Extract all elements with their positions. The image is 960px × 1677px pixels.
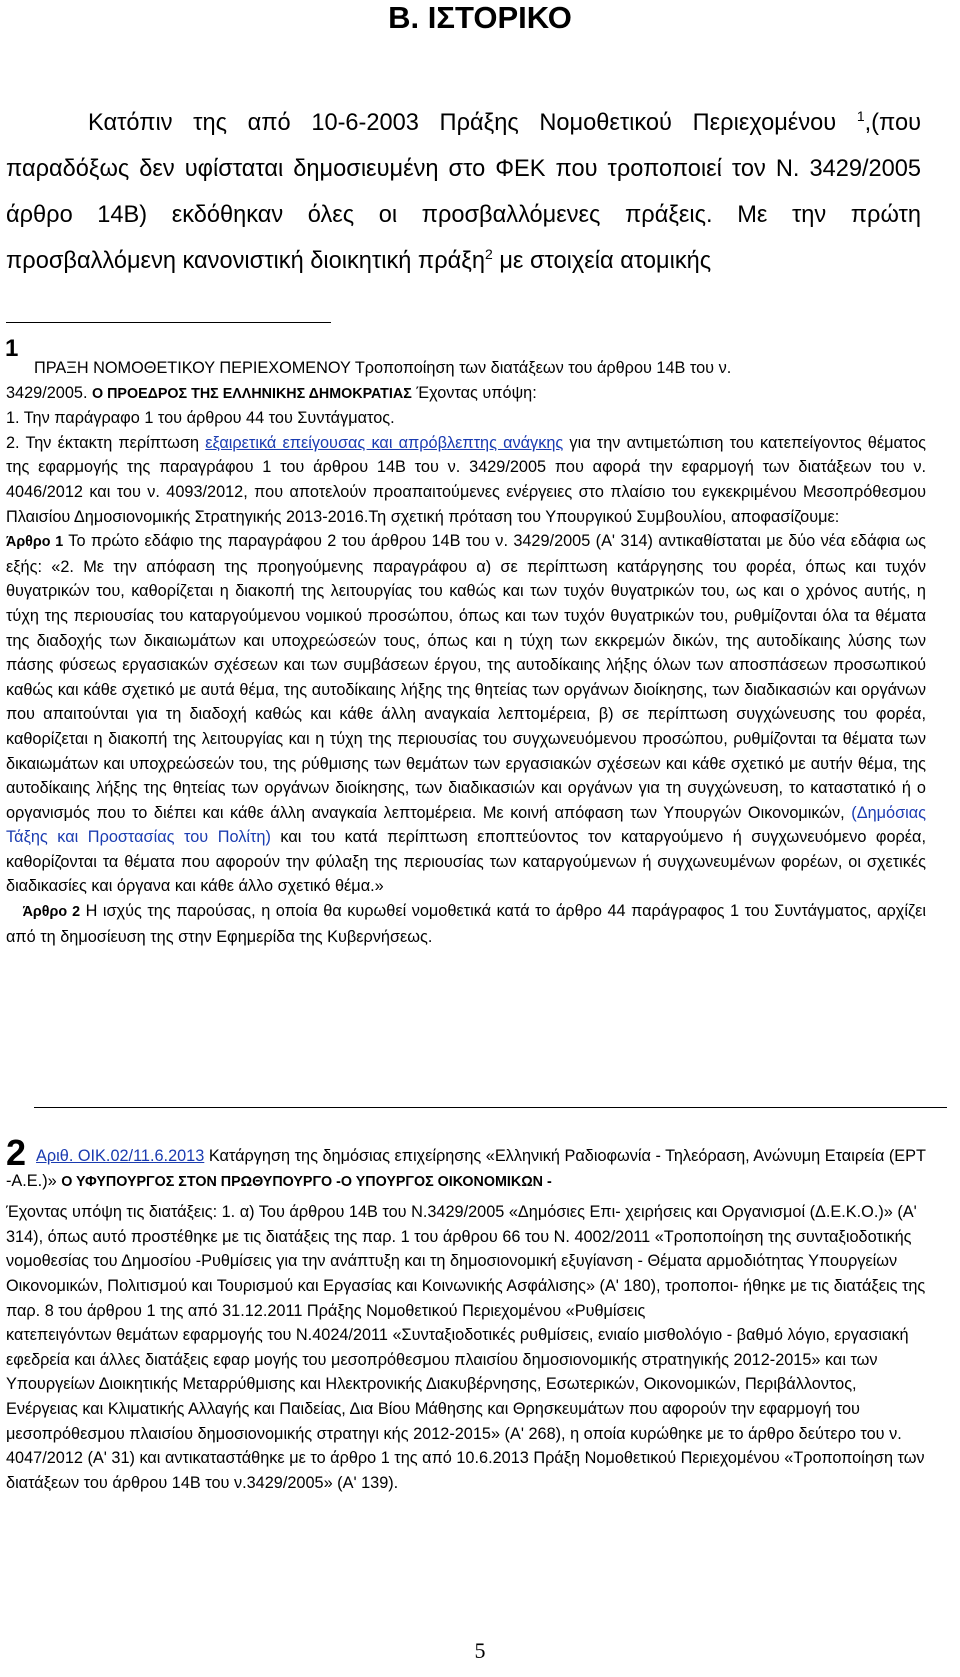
footnote-1 bbox=[6, 356, 926, 949]
decision-reference-link[interactable]: Αριθ. ΟΙΚ.02/11.6.2013 bbox=[36, 1147, 205, 1165]
main-text-3: με στοιχεία ατομικής bbox=[492, 248, 712, 274]
footnote-2 bbox=[6, 1132, 926, 1495]
footnote-2-text-2: Έχοντας υπόψη τις διατάξεις: 1. α) Του άρθρου 14Β του Ν.3429/2005 «Δημόσιες Επι- χειρήσεις και Οργανισμοί (Δ.Ε.Κ.Ο.)» (Α' 314), όπως αυτό προστέθηκε με τις διατάξεις της παρ. 1 του άρθρου 66 του Ν. 4002/2011 «Τροποποίηση της συνταξιοδοτικής νομοθεσίας του Δημοσίου -Ρυθμίσεις για την ανάπτυξη και τη δημοσιονομική εξυγίανση - Θέματα αρμοδιότητας Υπουργείων Οικονομικών, Πολιτισμού και Τουρισμού και Εργασίας και Κοινωνικής Ασφάλισης» (Α' 180), τροποποι- ήθηκε με τις διατάξεις της παρ. 8 του άρθρου 1 της από 31.12.2011 Πράξης Νομοθετικού Περιεχομένου «Ρυθμίσεις bbox=[6, 1203, 926, 1320]
article-1-tail: και του κατά περίπτωση εποπτεύοντος τον καταργούμενο ή συγχωνευόμενο φορέα, καθορίζονται τα θέματα που αφορούν την φύλαξη της περιουσίας των καταργούμενων ή συγχωνευμένων φορέων, οι σχετικές διαδικασίες και όργανα και κάθε άλλο σχετικό θέμα.» bbox=[6, 828, 926, 896]
article-1-label: Άρθρο 1 bbox=[6, 534, 64, 551]
article-2-text: Η ισχύς της παρούσας, η οποία θα κυρωθεί νομοθετικά κατά το άρθρο 44 παράγραφος 1 του Συντάγματος, αρχίζει από τη δημοσίευση της στην Εφημερίδα της Κυβερνήσεως. bbox=[6, 902, 926, 946]
section-title: B. ΙΣΤΟΡΙΚΟ bbox=[388, 0, 572, 35]
main-text-1: Κατόπιν της από 10-6-2003 Πράξης Νομοθετικού Περιεχομένου bbox=[88, 110, 857, 136]
footnote-2-first bbox=[6, 1132, 926, 1194]
footnote-separator bbox=[6, 322, 331, 323]
article-1-text: Το πρώτο εδάφιο της παραγράφου 2 του άρθρου 14Β του ν. 3429/2005 (Α' 314) αντικαθίσταται με δύο νέα εδάφια ως εξής: «2. Με την απόφαση της προηγούμενης παραγράφου α) σε περίπτωση κατάργησης του φορέα, όπως και τυχόν θυγατρικών του, καθορίζεται η διακοπή της λειτουργίας του καθώς και των τυχόν θυγατρικών του, ως και ο χρόνος αυτής, η τύχη της περιουσίας του καταργούμενου νομικού προσώπου, όπως και των τυχόν θυγατρικών του, ρυθμίζονται όλα τα θέματα της διαδοχής των δικαιωμάτων και υποχρεώσεών τους, όπως και η τύχη των εκκρεμών δικών, της αυτοδίκαιης λύσης των πάσης φύσεως εργασιακών σχέσεων και των συμβάσεων έργου, της αυτοδίκαιης λήξης όλων των αποσπάσεων προσωπικού καθώς και κάθε σχετικό με αυτά θέμα, της αυτοδίκαιης λήξης της θητείας των οργάνων διοίκησης, των διαδικασιών και οργάνων που απαιτούνται για τη διαδοχή καθώς και κάθε άλλη αναγκαία λεπτομέρεια, β) σε περίπτωση συγχώνευσης του φορέα, καθορίζεται η διακοπή της λειτουργίας και η τύχη της περιουσίας του συγχωνευόμενου προσώπου, ρυθμίζονται τα θέματα των δικαιωμάτων και υποχρεώσεών του, της ρύθμισης των θεμάτων των εργασιακών σχέσεων και κάθε σχετικό με αυτήν θέμα, της αυτοδίκαιης λήξης της θητείας των οργάνων διοίκησης, των διαδικασιών και οργάνων για τη συγχώνευση, το καταστατικό ή ο οργανισμός που το διέπει και κάθε άλλη αναγκαία λεπτομέρεια. Με κοινή απόφαση των Υπουργών Οικονομικών, bbox=[6, 532, 926, 822]
main-paragraph bbox=[6, 100, 921, 284]
urgent-need-link[interactable]: εξαιρετικά επείγουσας και απρόβλεπτης ανάγκης bbox=[205, 433, 564, 452]
footnote-ref-2[interactable]: 2 bbox=[484, 246, 493, 263]
item2-rest: για την αντιμετώπιση του κατεπείγοντος θέματος της εφαρμογής της παραγράφου 1 του άρθρου 14Β του ν. 3429/2005 που αφορά την εφαρμογή των διατάξεων του ν. 4046/2012 και του ν. 4093/2012, που αποτελούν προαπαιτούμενες ενέργειες στο πλαίσιο του εγκεκριμένου Μεσοπρόθεσμου Πλαισίου Δημοσιονομικής Στρατηγικής 2013-2016.Τη σχετική πρόταση του Υπουργικού Συμβουλίου, αποφασίζουμε: bbox=[6, 433, 927, 526]
footnote-2-text-3: κατεπειγόντων θεμάτων εφαρμογής του Ν.4024/2011 «Συνταξιοδοτικές ρυθμίσεις, ενιαίο μισθολόγιο - βαθμό λόγιο, εργασιακή εφεδρεία και άλλες διατάξεις εφαρ μογής του μεσοπρόθεσμου πλαισίου δημοσιονομικής στρατηγικής 2012-2015» και των Υπουργείων Διοικητικής Μεταρρύθμισης και Ηλεκτρονικής Διακυβέρνησης, Εσωτερικών, Οικονομικών, Περιβάλλοντος, Ενέργειας και Κλιματικής Αλλαγής και Παιδείας, Δια Βίου Μάθησης και Θρησκευμάτων που αφορούν την εφαρμογή του μεσοπρόθεσμου πλαισίου δημοσιονομικής στρατηγι κής 2012-2015» (Α' 268), η οποία κυρώθηκε με το άρθρο δεύτερο του ν. 4047/2012 (Α' 31) και αντικαταστάθηκε με το άρθρο 1 της από 10.6.2013 Πράξη Νομοθετικού Περιεχομένου «Τροποποίηση των διατάξεων του άρθρου 14Β του ν.3429/2005» (Α' 139). bbox=[6, 1326, 925, 1492]
main-text-2: ,(που παραδόξως δεν υφίσταται δημοσιευμένη στο ΦΕΚ που τροποποιεί τον Ν. 3429/2005 άρθρο 14Β) εκδόθηκαν όλες οι προσβαλλόμενες πράξεις. Με την πρώτη προσβαλλόμενη κανονιστική διοικητική πράξη bbox=[6, 110, 921, 274]
footnote-1-heading: ΠΡΑΞΗ ΝΟΜΟΘΕΤΙΚΟΥ ΠΕΡΙΕΧΟΜΕΝΟΥ Τροποποίηση των διατάξεων του άρθρου 14Β του ν. bbox=[34, 359, 732, 377]
article-2-label: Άρθρο 2 bbox=[22, 904, 81, 921]
item2-lead: 2. Την έκτακτη περίπτωση bbox=[6, 433, 206, 452]
footnote-1-item2 bbox=[6, 431, 926, 949]
having-regard: Έχοντας υπόψη: bbox=[411, 383, 537, 402]
page-number: 5 bbox=[474, 1638, 486, 1663]
law-reference: 3429/2005. bbox=[6, 383, 93, 402]
footnote-2-number: 2 bbox=[6, 1132, 27, 1173]
footnote-divider bbox=[34, 1107, 947, 1108]
footnote-ref-1[interactable]: 1 bbox=[856, 108, 865, 125]
president-heading: Ο ΠΡΟΕΔΡΟΣ ΤΗΣ ΕΛΛΗΝΙΚΗΣ ΔΗΜΟΚΡΑΤΙΑΣ bbox=[92, 385, 412, 402]
ministers-heading: Ο ΥΦΥΠΟΥΡΓΟΣ ΣΤΟΝ ΠΡΩΘΥΠΟΥΡΓΟ -Ο ΥΠΟΥΡΓΟΣ ΟΙΚΟΝΟΜΙΚΩΝ - bbox=[61, 1173, 552, 1190]
footnote-1-item1: 1. Την παράγραφο 1 του άρθρου 44 του Συντάγματος. bbox=[6, 409, 395, 428]
footnote-1-number: 1 bbox=[5, 335, 19, 362]
footnote-2-text-1: Κατάργηση της δημόσιας επιχείρησης «Ελληνική Ραδιοφωνία - Τηλεόραση, Ανώνυμη Εταιρεία (ΕΡΤ -Α.Ε.)» bbox=[6, 1147, 926, 1190]
ministry-reference: (Δημόσιας Τάξης και Προστασίας του Πολίτη) bbox=[6, 803, 926, 847]
footnote-1-line2 bbox=[6, 381, 926, 407]
